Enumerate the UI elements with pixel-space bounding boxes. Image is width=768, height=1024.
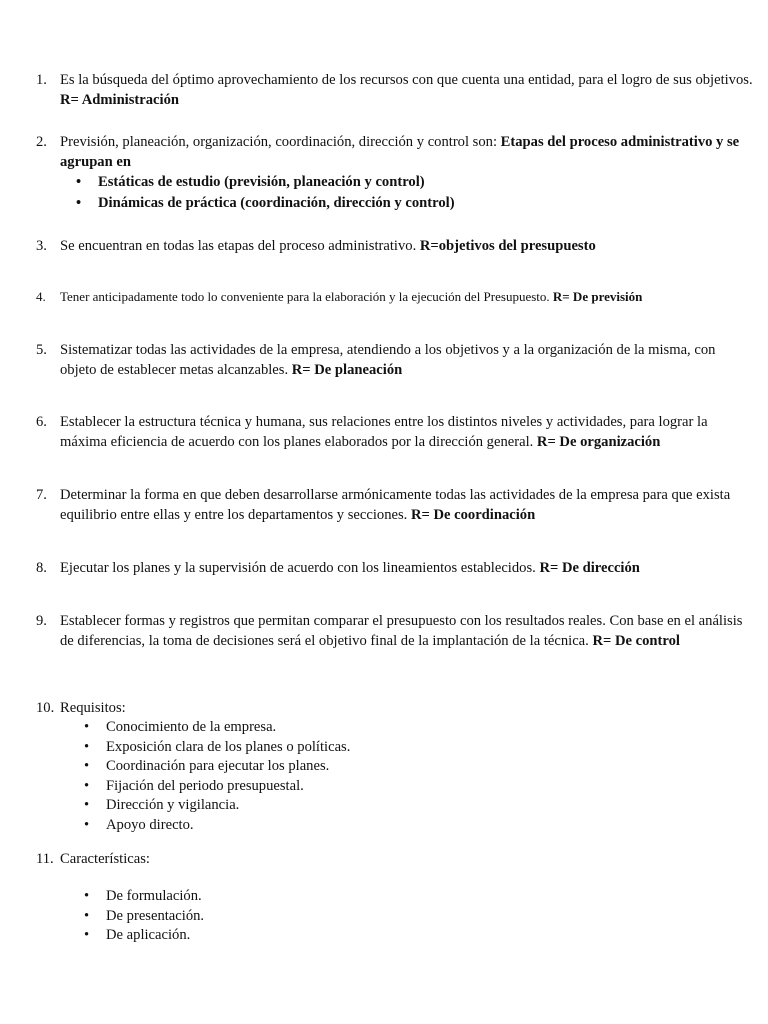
question-text: Es la búsqueda del óptimo aprovechamiento de los recursos con que cuenta una entidad, para el logro de sus objetivos. <box>60 72 753 88</box>
section-heading: Requisitos: <box>60 700 126 716</box>
question-text: Se encuentran en todas las etapas del proceso administrativo. <box>60 238 420 254</box>
section-heading: Características: <box>60 851 150 867</box>
item-number: 8. <box>36 560 47 576</box>
item-number: 5. <box>36 342 47 358</box>
item-number: 1. <box>36 72 47 88</box>
question-text: Determinar la forma en que deben desarrollarse armónicamente todas las actividades de la empresa para que exista equilibrio entre ellas y entre los departamentos y secciones. <box>60 487 731 523</box>
item-number: 9. <box>36 613 47 629</box>
item-number: 10. <box>36 700 55 716</box>
answer-text: R= De coordinación <box>410 507 536 523</box>
list-item: • De formulación. <box>106 887 754 907</box>
question-3 <box>36 236 754 256</box>
answer-text: R= Administración <box>60 92 179 108</box>
item-number: 6. <box>36 414 47 430</box>
list-item: • Fijación del periodo presupuestal. <box>106 777 754 797</box>
question-text: Sistematizar todas las actividades de la empresa, atendiendo a los objetivos y a la organización de la misma, con objeto de establecer metas alcanzables. <box>60 342 716 378</box>
list-item: • Estáticas de estudio (previsión, planeación y control) <box>98 172 754 193</box>
list-item: • Dinámicas de práctica (coordinación, dirección y control) <box>98 193 754 214</box>
list-item: • De presentación. <box>106 907 754 927</box>
question-5 <box>36 340 754 380</box>
list-item: • Exposición clara de los planes o políticas. <box>106 738 754 758</box>
question-6 <box>36 412 754 452</box>
list-item: • Dirección y vigilancia. <box>106 796 754 816</box>
answer-text: R= De organización <box>536 434 661 450</box>
question-text: Tener anticipadamente todo lo conveniente para la elaboración y la ejecución del Presupuesto. <box>60 289 553 304</box>
item-number: 11. <box>36 851 54 867</box>
question-9 <box>36 611 754 651</box>
question-2 <box>36 132 754 214</box>
question-4 <box>36 287 754 307</box>
caracteristicas-list <box>106 887 754 946</box>
answer-text: R= De previsión <box>552 289 643 304</box>
list-item: • Apoyo directo. <box>106 816 754 836</box>
list-item: • Coordinación para ejecutar los planes. <box>106 757 754 777</box>
question-text: Establecer formas y registros que permitan comparar el presupuesto con los resultados reales. Con base en el análisis de diferencias, la toma de decisiones será el objetivo final de la implantación de la técnica. <box>60 613 743 649</box>
question-8 <box>36 558 754 578</box>
caracteristicas-section <box>36 849 754 946</box>
answer-text: Etapas del proceso administrativo y se agrupan en <box>60 134 740 170</box>
answer-text: R= De dirección <box>539 560 640 576</box>
item-number: 2. <box>36 134 47 150</box>
answer-text: R= De control <box>592 633 680 649</box>
answer-text: R= De planeación <box>291 362 403 378</box>
list-item: • De aplicación. <box>106 926 754 946</box>
question-text: Establecer la estructura técnica y humana, sus relaciones entre los distintos niveles y actividades, para lograr la máxima eficiencia de acuerdo con los planes elaborados por la dirección general. <box>60 414 708 450</box>
item-number: 7. <box>36 487 47 503</box>
question-text: Previsión, planeación, organización, coordinación, dirección y control son: <box>60 134 501 150</box>
list-item: • Conocimiento de la empresa. <box>106 718 754 738</box>
question-text: Ejecutar los planes y la supervisión de acuerdo con los lineamientos establecidos. <box>60 560 540 576</box>
item-number: 3. <box>36 238 47 254</box>
item-number: 4. <box>36 289 46 304</box>
answer-text: R=objetivos del presupuesto <box>419 238 596 254</box>
question-7 <box>36 485 754 525</box>
question-1 <box>36 70 754 110</box>
requisitos-list <box>106 718 754 835</box>
stages-list <box>98 172 754 214</box>
requisitos-section <box>36 698 754 835</box>
